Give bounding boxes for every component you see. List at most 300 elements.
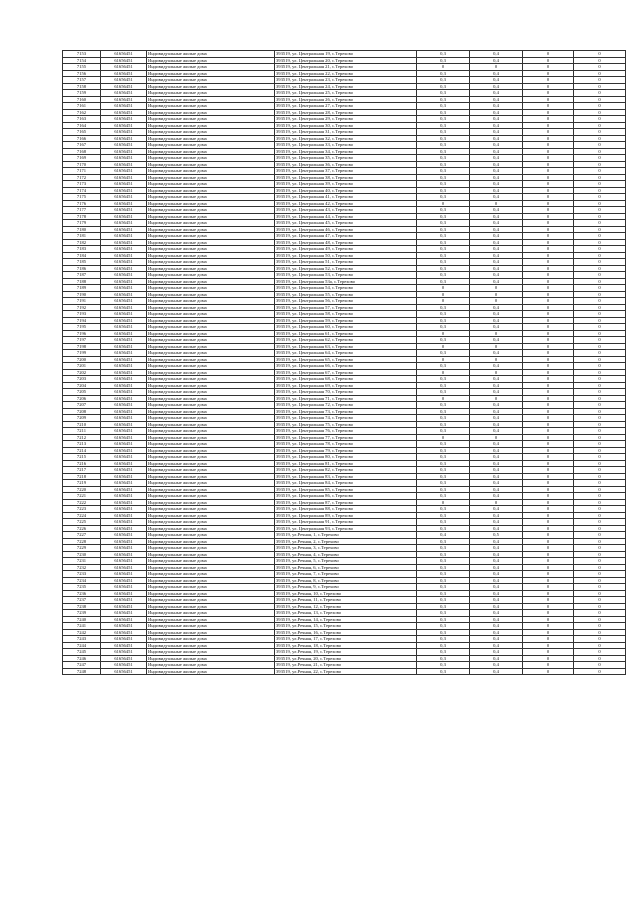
value-cell-3: 0 bbox=[523, 200, 574, 207]
value-cell-2: 0,4 bbox=[470, 174, 523, 181]
row-number-cell: 7153 bbox=[63, 51, 101, 58]
oktmo-cell: 61656451 bbox=[101, 428, 147, 435]
building-type-cell: Индивидуальные жилые дома bbox=[147, 662, 275, 669]
address-cell: 393519, ул.Речная, 4, с.Терехово bbox=[275, 551, 417, 558]
value-cell-4: 0 bbox=[574, 473, 626, 480]
value-cell-4: 0 bbox=[574, 233, 626, 240]
value-cell-3: 0 bbox=[523, 382, 574, 389]
oktmo-cell: 61656451 bbox=[101, 350, 147, 357]
address-cell: 393519, ул.Речная, 7, с.Терехово bbox=[275, 571, 417, 578]
building-type-cell: Индивидуальные жилые дома bbox=[147, 291, 275, 298]
address-cell: 393519, ул.Речная, 10, с.Терехово bbox=[275, 590, 417, 597]
value-cell-4: 0 bbox=[574, 181, 626, 188]
value-cell-2: 0,4 bbox=[470, 51, 523, 58]
row-number-cell: 7165 bbox=[63, 129, 101, 136]
oktmo-cell: 61656451 bbox=[101, 402, 147, 409]
value-cell-4: 0 bbox=[574, 519, 626, 526]
value-cell-3: 0 bbox=[523, 480, 574, 487]
row-number-cell: 7230 bbox=[63, 551, 101, 558]
value-cell-2: 0,4 bbox=[470, 421, 523, 428]
oktmo-cell: 61656451 bbox=[101, 571, 147, 578]
row-number-cell: 7174 bbox=[63, 187, 101, 194]
value-cell-4: 0 bbox=[574, 259, 626, 266]
building-type-cell: Индивидуальные жилые дома bbox=[147, 603, 275, 610]
row-number-cell: 7194 bbox=[63, 317, 101, 324]
value-cell-1: 0,3 bbox=[417, 77, 470, 84]
address-cell: 393519, ул. Центральная 64, с.Терехово bbox=[275, 350, 417, 357]
oktmo-cell: 61656451 bbox=[101, 187, 147, 194]
value-cell-1: 0,3 bbox=[417, 590, 470, 597]
value-cell-2: 0,4 bbox=[470, 649, 523, 656]
value-cell-1: 0,3 bbox=[417, 473, 470, 480]
address-cell: 393519, ул. Центральная 20, с.Терехово bbox=[275, 57, 417, 64]
value-cell-4: 0 bbox=[574, 64, 626, 71]
value-cell-3: 0 bbox=[523, 506, 574, 513]
building-type-cell: Индивидуальные жилые дома bbox=[147, 532, 275, 539]
value-cell-1: 0,3 bbox=[417, 564, 470, 571]
address-cell: 393519, ул. Центральная 48, с.Терехово bbox=[275, 239, 417, 246]
value-cell-3: 0 bbox=[523, 363, 574, 370]
value-cell-2: 0,4 bbox=[470, 402, 523, 409]
value-cell-1: 0,3 bbox=[417, 213, 470, 220]
building-type-cell: Индивидуальные жилые дома bbox=[147, 519, 275, 526]
address-cell: 393519, ул.Речная, 21, с.Терехово bbox=[275, 662, 417, 669]
oktmo-cell: 61656451 bbox=[101, 590, 147, 597]
oktmo-cell: 61656451 bbox=[101, 480, 147, 487]
value-cell-3: 0 bbox=[523, 252, 574, 259]
value-cell-1: 0,3 bbox=[417, 454, 470, 461]
value-cell-4: 0 bbox=[574, 668, 626, 675]
oktmo-cell: 61656451 bbox=[101, 272, 147, 279]
value-cell-2: 0,4 bbox=[470, 636, 523, 643]
value-cell-3: 0 bbox=[523, 148, 574, 155]
oktmo-cell: 61656451 bbox=[101, 135, 147, 142]
building-type-cell: Индивидуальные жилые дома bbox=[147, 272, 275, 279]
row-number-cell: 7228 bbox=[63, 538, 101, 545]
oktmo-cell: 61656451 bbox=[101, 506, 147, 513]
row-number-cell: 7205 bbox=[63, 389, 101, 396]
value-cell-3: 0 bbox=[523, 70, 574, 77]
building-type-cell: Индивидуальные жилые дома bbox=[147, 447, 275, 454]
value-cell-3: 0 bbox=[523, 415, 574, 422]
building-type-cell: Индивидуальные жилые дома bbox=[147, 571, 275, 578]
value-cell-2: 0,4 bbox=[470, 148, 523, 155]
row-number-cell: 7212 bbox=[63, 434, 101, 441]
value-cell-2: 0,4 bbox=[470, 486, 523, 493]
row-number-cell: 7162 bbox=[63, 109, 101, 116]
value-cell-4: 0 bbox=[574, 636, 626, 643]
address-cell: 393519, ул. Центральная 37, с.Терехово bbox=[275, 168, 417, 175]
oktmo-cell: 61656451 bbox=[101, 662, 147, 669]
building-type-cell: Индивидуальные жилые дома bbox=[147, 623, 275, 630]
address-cell: 393519, ул. Центральная 57, с.Терехово bbox=[275, 304, 417, 311]
row-number-cell: 7213 bbox=[63, 441, 101, 448]
value-cell-1: 0,3 bbox=[417, 350, 470, 357]
building-type-cell: Индивидуальные жилые дома bbox=[147, 116, 275, 123]
value-cell-2: 0 bbox=[470, 64, 523, 71]
building-type-cell: Индивидуальные жилые дома bbox=[147, 155, 275, 162]
row-number-cell: 7214 bbox=[63, 447, 101, 454]
value-cell-2: 0,4 bbox=[470, 467, 523, 474]
row-number-cell: 7242 bbox=[63, 629, 101, 636]
row-number-cell: 7183 bbox=[63, 246, 101, 253]
value-cell-3: 0 bbox=[523, 460, 574, 467]
oktmo-cell: 61656451 bbox=[101, 545, 147, 552]
row-number-cell: 7181 bbox=[63, 233, 101, 240]
value-cell-4: 0 bbox=[574, 629, 626, 636]
value-cell-3: 0 bbox=[523, 512, 574, 519]
value-cell-2: 0,4 bbox=[470, 428, 523, 435]
value-cell-4: 0 bbox=[574, 135, 626, 142]
oktmo-cell: 61656451 bbox=[101, 467, 147, 474]
row-number-cell: 7219 bbox=[63, 480, 101, 487]
row-number-cell: 7222 bbox=[63, 499, 101, 506]
address-cell: 393519, ул. Центральная 44, с.Терехово bbox=[275, 213, 417, 220]
oktmo-cell: 61656451 bbox=[101, 577, 147, 584]
row-number-cell: 7159 bbox=[63, 90, 101, 97]
building-type-cell: Индивидуальные жилые дома bbox=[147, 395, 275, 402]
row-number-cell: 7195 bbox=[63, 324, 101, 331]
address-cell: 393519, ул.Речная, 6, с.Терехово bbox=[275, 564, 417, 571]
value-cell-3: 0 bbox=[523, 668, 574, 675]
oktmo-cell: 61656451 bbox=[101, 96, 147, 103]
value-cell-4: 0 bbox=[574, 226, 626, 233]
value-cell-2: 0,5 bbox=[470, 532, 523, 539]
value-cell-1: 0,3 bbox=[417, 493, 470, 500]
address-cell: 393519, ул. Центральная 52, с.Терехово bbox=[275, 265, 417, 272]
oktmo-cell: 61656451 bbox=[101, 83, 147, 90]
building-type-cell: Индивидуальные жилые дома bbox=[147, 538, 275, 545]
value-cell-1: 0,3 bbox=[417, 96, 470, 103]
oktmo-cell: 61656451 bbox=[101, 64, 147, 71]
value-cell-3: 0 bbox=[523, 486, 574, 493]
row-number-cell: 7244 bbox=[63, 642, 101, 649]
value-cell-1: 0,3 bbox=[417, 512, 470, 519]
building-type-cell: Индивидуальные жилые дома bbox=[147, 57, 275, 64]
value-cell-4: 0 bbox=[574, 155, 626, 162]
row-number-cell: 7190 bbox=[63, 291, 101, 298]
address-cell: 393519, ул. Центральная 35, с.Терехово bbox=[275, 155, 417, 162]
value-cell-2: 0,4 bbox=[470, 564, 523, 571]
value-cell-4: 0 bbox=[574, 421, 626, 428]
row-number-cell: 7201 bbox=[63, 363, 101, 370]
value-cell-1: 0,3 bbox=[417, 324, 470, 331]
address-cell: 393519, ул.Речная, 16, с.Терехово bbox=[275, 629, 417, 636]
value-cell-2: 0,4 bbox=[470, 57, 523, 64]
value-cell-2: 0,4 bbox=[470, 558, 523, 565]
value-cell-4: 0 bbox=[574, 90, 626, 97]
building-type-cell: Индивидуальные жилые дома bbox=[147, 220, 275, 227]
value-cell-2: 0,4 bbox=[470, 493, 523, 500]
address-cell: 393519, ул. Центральная 25, с.Терехово bbox=[275, 90, 417, 97]
value-cell-4: 0 bbox=[574, 109, 626, 116]
row-number-cell: 7217 bbox=[63, 467, 101, 474]
value-cell-4: 0 bbox=[574, 174, 626, 181]
row-number-cell: 7197 bbox=[63, 337, 101, 344]
row-number-cell: 7211 bbox=[63, 428, 101, 435]
oktmo-cell: 61656451 bbox=[101, 129, 147, 136]
value-cell-4: 0 bbox=[574, 369, 626, 376]
value-cell-3: 0 bbox=[523, 233, 574, 240]
address-cell: 393519, ул.Речная, 1, с.Терехово bbox=[275, 532, 417, 539]
building-type-cell: Индивидуальные жилые дома bbox=[147, 512, 275, 519]
building-type-cell: Индивидуальные жилые дома bbox=[147, 584, 275, 591]
value-cell-3: 0 bbox=[523, 590, 574, 597]
address-cell: 393519, ул. Центральная 69, с.Терехово bbox=[275, 382, 417, 389]
oktmo-cell: 61656451 bbox=[101, 200, 147, 207]
value-cell-4: 0 bbox=[574, 558, 626, 565]
value-cell-2: 0,4 bbox=[470, 408, 523, 415]
oktmo-cell: 61656451 bbox=[101, 610, 147, 617]
address-cell: 393519, ул. Центральная 66, с.Терехово bbox=[275, 363, 417, 370]
value-cell-2: 0,4 bbox=[470, 538, 523, 545]
value-cell-2: 0,4 bbox=[470, 571, 523, 578]
value-cell-2: 0,4 bbox=[470, 610, 523, 617]
address-cell: 393519, ул. Центральная 80, с.Терехово bbox=[275, 454, 417, 461]
building-type-cell: Индивидуальные жилые дома bbox=[147, 278, 275, 285]
row-number-cell: 7241 bbox=[63, 623, 101, 630]
value-cell-2: 0,4 bbox=[470, 389, 523, 396]
oktmo-cell: 61656451 bbox=[101, 460, 147, 467]
oktmo-cell: 61656451 bbox=[101, 304, 147, 311]
oktmo-cell: 61656451 bbox=[101, 226, 147, 233]
building-type-cell: Индивидуальные жилые дома bbox=[147, 174, 275, 181]
row-number-cell: 7220 bbox=[63, 486, 101, 493]
oktmo-cell: 61656451 bbox=[101, 233, 147, 240]
building-type-cell: Индивидуальные жилые дома bbox=[147, 382, 275, 389]
value-cell-4: 0 bbox=[574, 590, 626, 597]
value-cell-1: 0,3 bbox=[417, 649, 470, 656]
value-cell-4: 0 bbox=[574, 70, 626, 77]
row-number-cell: 7179 bbox=[63, 220, 101, 227]
building-type-cell: Индивидуальные жилые дома bbox=[147, 259, 275, 266]
oktmo-cell: 61656451 bbox=[101, 512, 147, 519]
value-cell-4: 0 bbox=[574, 337, 626, 344]
value-cell-3: 0 bbox=[523, 395, 574, 402]
value-cell-4: 0 bbox=[574, 597, 626, 604]
building-type-cell: Индивидуальные жилые дома bbox=[147, 668, 275, 675]
value-cell-3: 0 bbox=[523, 109, 574, 116]
row-number-cell: 7218 bbox=[63, 473, 101, 480]
value-cell-1: 0,3 bbox=[417, 272, 470, 279]
address-cell: 393519, ул. Центральная 85, с.Терехово bbox=[275, 486, 417, 493]
oktmo-cell: 61656451 bbox=[101, 220, 147, 227]
value-cell-1: 0,3 bbox=[417, 194, 470, 201]
oktmo-cell: 61656451 bbox=[101, 623, 147, 630]
address-cell: 393519, ул.Речная, 15, с.Терехово bbox=[275, 623, 417, 630]
value-cell-3: 0 bbox=[523, 343, 574, 350]
value-cell-3: 0 bbox=[523, 441, 574, 448]
value-cell-3: 0 bbox=[523, 408, 574, 415]
oktmo-cell: 61656451 bbox=[101, 395, 147, 402]
value-cell-2: 0,4 bbox=[470, 311, 523, 318]
row-number-cell: 7247 bbox=[63, 662, 101, 669]
building-type-cell: Индивидуальные жилые дома bbox=[147, 129, 275, 136]
building-type-cell: Индивидуальные жилые дома bbox=[147, 460, 275, 467]
value-cell-3: 0 bbox=[523, 220, 574, 227]
row-number-cell: 7173 bbox=[63, 181, 101, 188]
value-cell-1: 0,3 bbox=[417, 239, 470, 246]
oktmo-cell: 61656451 bbox=[101, 558, 147, 565]
oktmo-cell: 61656451 bbox=[101, 246, 147, 253]
row-number-cell: 7163 bbox=[63, 116, 101, 123]
value-cell-4: 0 bbox=[574, 642, 626, 649]
building-type-cell: Индивидуальные жилые дома bbox=[147, 194, 275, 201]
address-cell: 393519, ул. Центральная 76, с.Терехово bbox=[275, 428, 417, 435]
value-cell-2: 0,4 bbox=[470, 616, 523, 623]
building-type-cell: Индивидуальные жилые дома bbox=[147, 428, 275, 435]
value-cell-3: 0 bbox=[523, 629, 574, 636]
row-number-cell: 7209 bbox=[63, 415, 101, 422]
value-cell-2: 0,4 bbox=[470, 454, 523, 461]
value-cell-1: 0,3 bbox=[417, 376, 470, 383]
value-cell-1: 0,3 bbox=[417, 174, 470, 181]
value-cell-2: 0,4 bbox=[470, 83, 523, 90]
row-number-cell: 7240 bbox=[63, 616, 101, 623]
value-cell-1: 0 bbox=[417, 343, 470, 350]
oktmo-cell: 61656451 bbox=[101, 142, 147, 149]
value-cell-1: 0,3 bbox=[417, 278, 470, 285]
value-cell-4: 0 bbox=[574, 376, 626, 383]
address-cell: 393519, ул. Центральная 53, с.Терехово bbox=[275, 272, 417, 279]
value-cell-2: 0,4 bbox=[470, 272, 523, 279]
value-cell-1: 0,3 bbox=[417, 116, 470, 123]
row-number-cell: 7155 bbox=[63, 64, 101, 71]
value-cell-1: 0 bbox=[417, 395, 470, 402]
oktmo-cell: 61656451 bbox=[101, 655, 147, 662]
oktmo-cell: 61656451 bbox=[101, 382, 147, 389]
value-cell-1: 0,3 bbox=[417, 246, 470, 253]
building-type-cell: Индивидуальные жилые дома bbox=[147, 636, 275, 643]
address-cell: 393519, ул.Речная, 17, с.Терехово bbox=[275, 636, 417, 643]
building-type-cell: Индивидуальные жилые дома bbox=[147, 246, 275, 253]
value-cell-4: 0 bbox=[574, 187, 626, 194]
value-cell-1: 0 bbox=[417, 298, 470, 305]
building-type-cell: Индивидуальные жилые дома bbox=[147, 337, 275, 344]
value-cell-2: 0,4 bbox=[470, 337, 523, 344]
value-cell-1: 0,3 bbox=[417, 655, 470, 662]
value-cell-1: 0,3 bbox=[417, 109, 470, 116]
value-cell-2: 0,4 bbox=[470, 662, 523, 669]
value-cell-4: 0 bbox=[574, 428, 626, 435]
value-cell-2: 0 bbox=[470, 369, 523, 376]
value-cell-2: 0,4 bbox=[470, 168, 523, 175]
address-cell: 393519, ул. Центральная 79, с.Терехово bbox=[275, 447, 417, 454]
value-cell-4: 0 bbox=[574, 395, 626, 402]
value-cell-4: 0 bbox=[574, 512, 626, 519]
value-cell-1: 0,3 bbox=[417, 616, 470, 623]
value-cell-2: 0,4 bbox=[470, 577, 523, 584]
row-number-cell: 7233 bbox=[63, 571, 101, 578]
value-cell-4: 0 bbox=[574, 623, 626, 630]
address-cell: 393519, ул. Центральная 39, с.Терехово bbox=[275, 181, 417, 188]
value-cell-3: 0 bbox=[523, 103, 574, 110]
value-cell-2: 0,4 bbox=[470, 512, 523, 519]
value-cell-3: 0 bbox=[523, 90, 574, 97]
value-cell-3: 0 bbox=[523, 493, 574, 500]
oktmo-cell: 61656451 bbox=[101, 70, 147, 77]
address-cell: 393519, ул.Речная, 20, с.Терехово bbox=[275, 655, 417, 662]
address-cell: 393519, ул. Центральная 68, с.Терехово bbox=[275, 376, 417, 383]
row-number-cell: 7182 bbox=[63, 239, 101, 246]
value-cell-4: 0 bbox=[574, 298, 626, 305]
row-number-cell: 7193 bbox=[63, 311, 101, 318]
value-cell-2: 0,4 bbox=[470, 363, 523, 370]
building-type-cell: Индивидуальные жилые дома bbox=[147, 122, 275, 129]
value-cell-1: 0,3 bbox=[417, 506, 470, 513]
value-cell-1: 0 bbox=[417, 330, 470, 337]
value-cell-2: 0 bbox=[470, 285, 523, 292]
value-cell-1: 0,3 bbox=[417, 382, 470, 389]
value-cell-1: 0,3 bbox=[417, 467, 470, 474]
address-cell: 393519, ул. Центральная 56, с.Терехово bbox=[275, 298, 417, 305]
row-number-cell: 7167 bbox=[63, 142, 101, 149]
row-number-cell: 7200 bbox=[63, 356, 101, 363]
value-cell-3: 0 bbox=[523, 226, 574, 233]
address-cell: 393519, ул.Речная, 8, с.Терехово bbox=[275, 577, 417, 584]
address-cell: 393519, ул. Центральная 49, с.Терехово bbox=[275, 246, 417, 253]
oktmo-cell: 61656451 bbox=[101, 636, 147, 643]
building-type-cell: Индивидуальные жилые дома bbox=[147, 506, 275, 513]
oktmo-cell: 61656451 bbox=[101, 337, 147, 344]
value-cell-2: 0,4 bbox=[470, 122, 523, 129]
building-type-cell: Индивидуальные жилые дома bbox=[147, 181, 275, 188]
value-cell-3: 0 bbox=[523, 428, 574, 435]
row-number-cell: 7202 bbox=[63, 369, 101, 376]
value-cell-4: 0 bbox=[574, 545, 626, 552]
address-cell: 393519, ул. Центральная 67, с.Терехово bbox=[275, 369, 417, 376]
value-cell-3: 0 bbox=[523, 636, 574, 643]
oktmo-cell: 61656451 bbox=[101, 311, 147, 318]
building-type-cell: Индивидуальные жилые дома bbox=[147, 200, 275, 207]
value-cell-4: 0 bbox=[574, 493, 626, 500]
value-cell-3: 0 bbox=[523, 584, 574, 591]
building-type-cell: Индивидуальные жилые дома bbox=[147, 187, 275, 194]
value-cell-3: 0 bbox=[523, 187, 574, 194]
address-cell: 393519, ул. Центральная 40, с.Терехово bbox=[275, 187, 417, 194]
value-cell-2: 0,4 bbox=[470, 382, 523, 389]
oktmo-cell: 61656451 bbox=[101, 207, 147, 214]
row-number-cell: 7168 bbox=[63, 148, 101, 155]
building-type-cell: Индивидуальные жилые дома bbox=[147, 629, 275, 636]
table-body bbox=[63, 51, 626, 675]
value-cell-3: 0 bbox=[523, 356, 574, 363]
building-type-cell: Индивидуальные жилые дома bbox=[147, 564, 275, 571]
value-cell-2: 0,4 bbox=[470, 109, 523, 116]
address-cell: 393519, ул. Центральная 87, с.Терехово bbox=[275, 499, 417, 506]
value-cell-3: 0 bbox=[523, 304, 574, 311]
value-cell-2: 0,4 bbox=[470, 376, 523, 383]
row-number-cell: 7196 bbox=[63, 330, 101, 337]
oktmo-cell: 61656451 bbox=[101, 668, 147, 675]
value-cell-4: 0 bbox=[574, 168, 626, 175]
oktmo-cell: 61656451 bbox=[101, 57, 147, 64]
address-cell: 393519, ул. Центральная 93, с.Терехово bbox=[275, 525, 417, 532]
value-cell-3: 0 bbox=[523, 246, 574, 253]
oktmo-cell: 61656451 bbox=[101, 441, 147, 448]
value-cell-1: 0,3 bbox=[417, 83, 470, 90]
building-type-cell: Индивидуальные жилые дома bbox=[147, 207, 275, 214]
building-type-cell: Индивидуальные жилые дома bbox=[147, 376, 275, 383]
oktmo-cell: 61656451 bbox=[101, 278, 147, 285]
address-cell: 393519, ул. Центральная 32, с.Терехово bbox=[275, 135, 417, 142]
value-cell-3: 0 bbox=[523, 83, 574, 90]
address-cell: 393519, ул. Центральная 84, с.Терехово bbox=[275, 480, 417, 487]
value-cell-2: 0,4 bbox=[470, 142, 523, 149]
value-cell-1: 0 bbox=[417, 356, 470, 363]
row-number-cell: 7199 bbox=[63, 350, 101, 357]
address-cell: 393519, ул. Центральная 70, с.Терехово bbox=[275, 389, 417, 396]
